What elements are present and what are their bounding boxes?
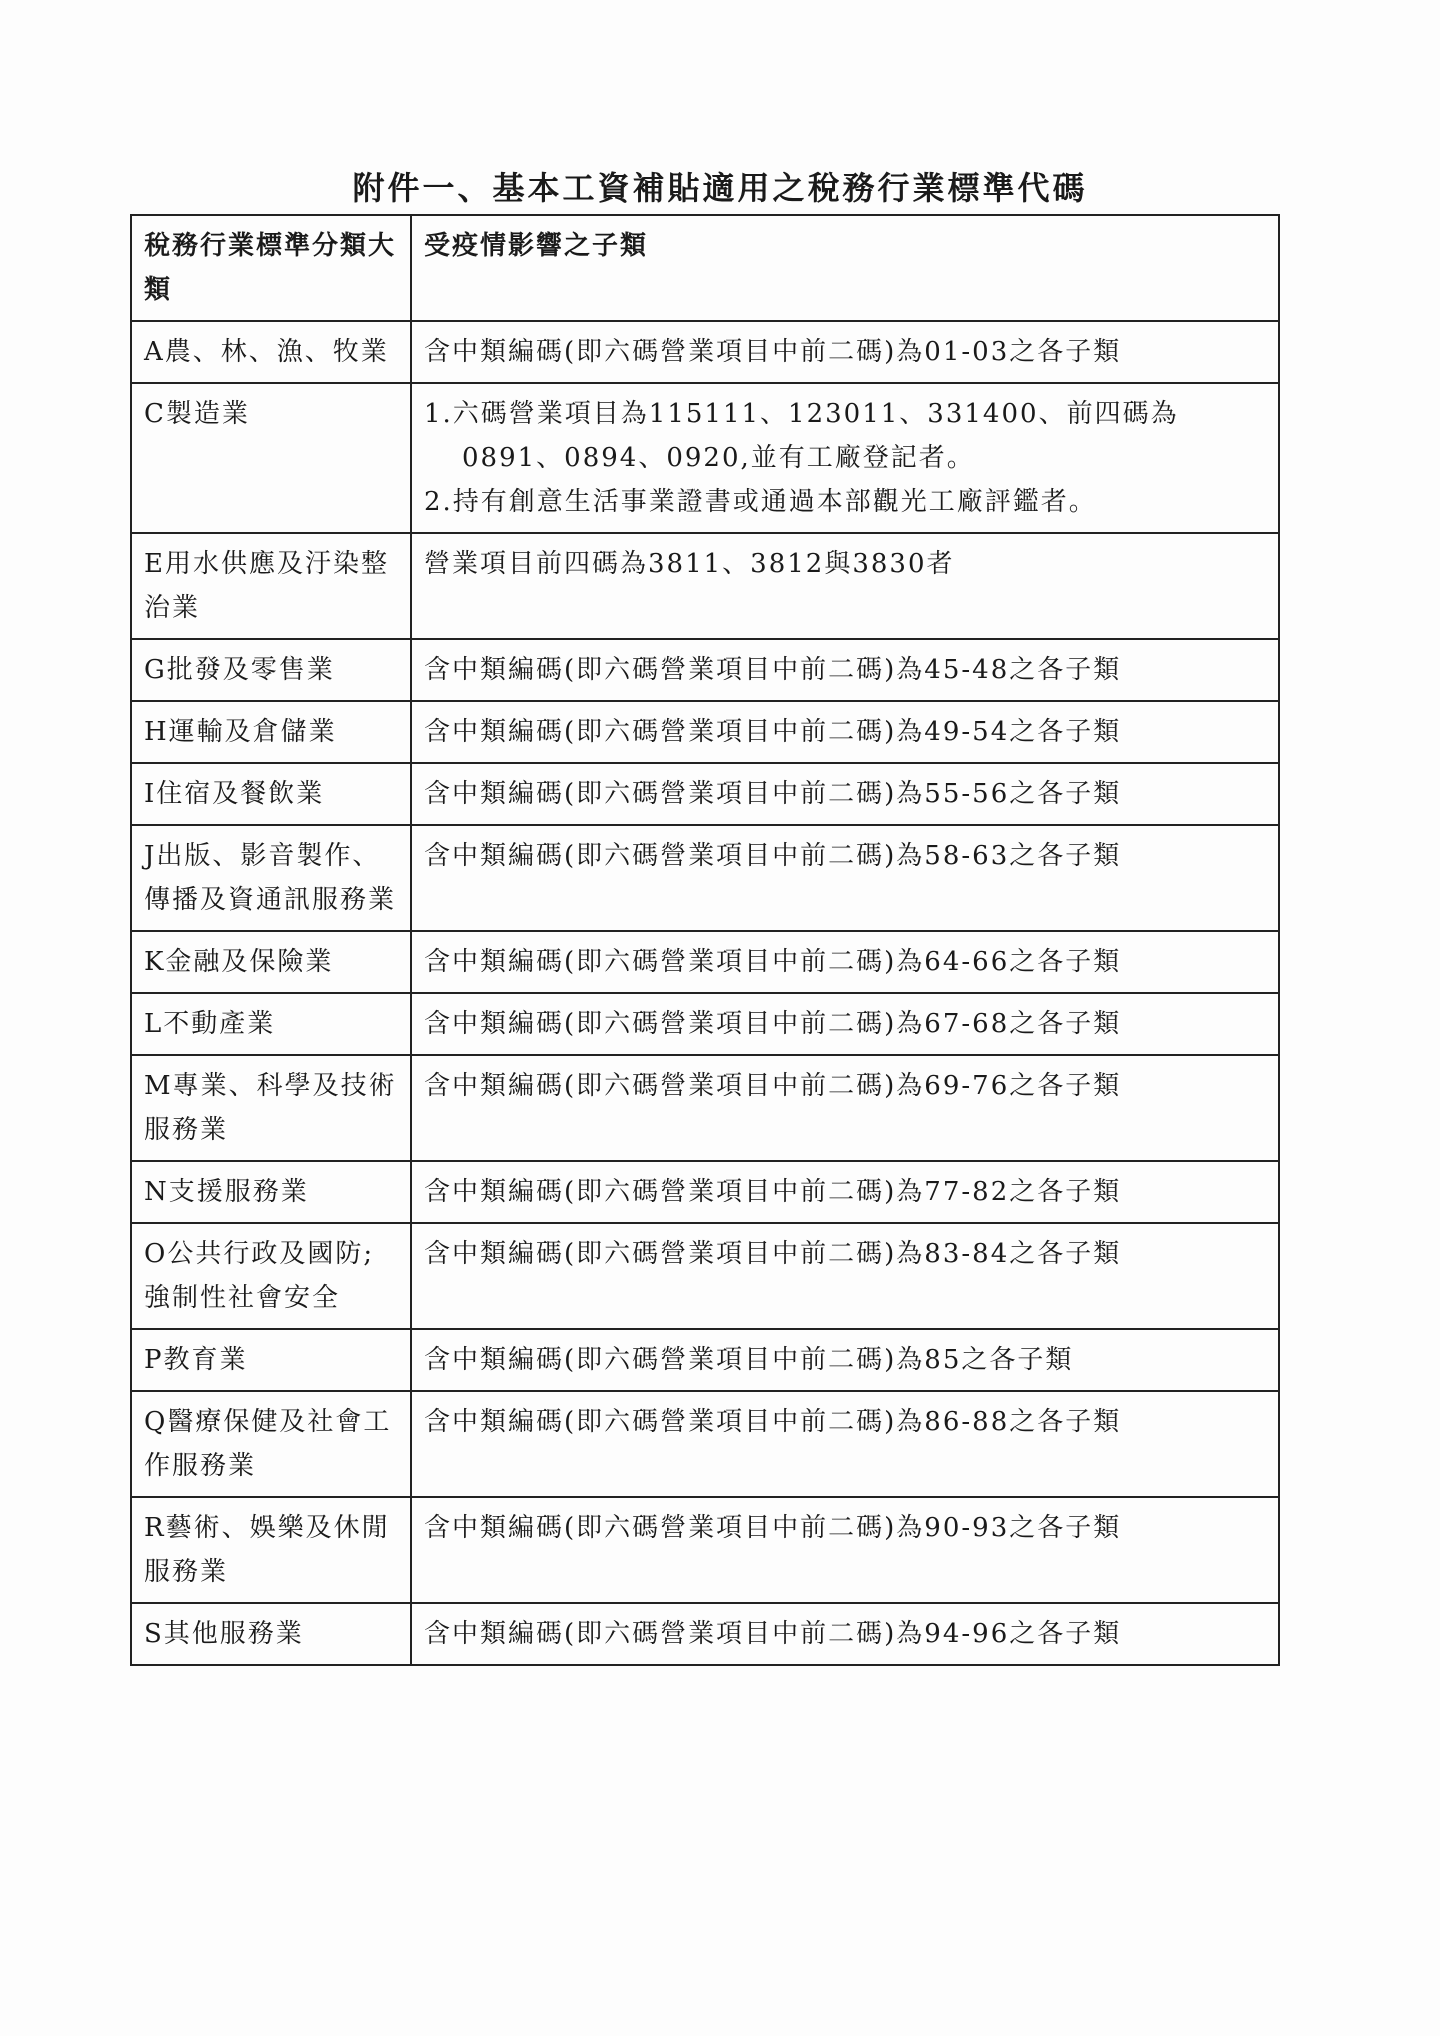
row-subcategory — [411, 321, 1279, 383]
row-subcategory — [411, 825, 1279, 931]
subcategory-line: 含中類編碼(即六碼營業項目中前二碼)為49-54之各子類 — [424, 717, 1122, 747]
table-header-row — [131, 215, 1279, 321]
row-subcategory — [411, 1055, 1279, 1161]
row-category: A農、林、漁、牧業 — [131, 321, 411, 383]
row-category: H運輸及倉儲業 — [131, 701, 411, 763]
table-row — [131, 321, 1279, 383]
row-subcategory — [411, 1223, 1279, 1329]
header-category: 稅務行業標準分類大類 — [131, 215, 411, 321]
subcategory-line: 含中類編碼(即六碼營業項目中前二碼)為94-96之各子類 — [424, 1619, 1122, 1649]
row-category: L不動產業 — [131, 993, 411, 1055]
row-category: P教育業 — [131, 1329, 411, 1391]
row-subcategory — [411, 701, 1279, 763]
subcategory-line: 含中類編碼(即六碼營業項目中前二碼)為45-48之各子類 — [424, 655, 1122, 685]
subcategory-line: 含中類編碼(即六碼營業項目中前二碼)為67-68之各子類 — [424, 1009, 1122, 1039]
row-subcategory — [411, 931, 1279, 993]
row-category: E用水供應及汙染整治業 — [131, 533, 411, 639]
row-subcategory — [411, 1329, 1279, 1391]
subcategory-line: 1.六碼營業項目為115111、123011、331400、前四碼為 — [424, 399, 1179, 429]
row-category: O公共行政及國防;強制性社會安全 — [131, 1223, 411, 1329]
table-row — [131, 1603, 1279, 1665]
table-row — [131, 1223, 1279, 1329]
table-row — [131, 1497, 1279, 1603]
row-category: N支援服務業 — [131, 1161, 411, 1223]
row-category: G批發及零售業 — [131, 639, 411, 701]
row-category: J出版、影音製作、傳播及資通訊服務業 — [131, 825, 411, 931]
subcategory-line: 含中類編碼(即六碼營業項目中前二碼)為69-76之各子類 — [424, 1071, 1122, 1101]
table-row — [131, 639, 1279, 701]
row-subcategory — [411, 1497, 1279, 1603]
subcategory-line: 含中類編碼(即六碼營業項目中前二碼)為01-03之各子類 — [424, 337, 1122, 367]
subcategory-line: 2.持有創意生活事業證書或通過本部觀光工廠評鑑者。 — [424, 487, 1097, 517]
header-subcategory: 受疫情影響之子類 — [411, 215, 1279, 321]
subcategory-line: 含中類編碼(即六碼營業項目中前二碼)為58-63之各子類 — [424, 841, 1122, 871]
row-subcategory — [411, 639, 1279, 701]
subcategory-line: 營業項目前四碼為3811、3812與3830者 — [424, 549, 955, 579]
subcategory-line: 含中類編碼(即六碼營業項目中前二碼)為85之各子類 — [424, 1345, 1074, 1375]
industry-code-table — [130, 214, 1280, 1666]
row-category: M專業、科學及技術服務業 — [131, 1055, 411, 1161]
table-row — [131, 825, 1279, 931]
document-title: 附件一、基本工資補貼適用之稅務行業標準代碼 — [352, 169, 1088, 207]
table-row — [131, 383, 1279, 533]
row-category: I住宿及餐飲業 — [131, 763, 411, 825]
table-row — [131, 701, 1279, 763]
table-row — [131, 1161, 1279, 1223]
table-row — [131, 533, 1279, 639]
subcategory-line: 含中類編碼(即六碼營業項目中前二碼)為90-93之各子類 — [424, 1513, 1122, 1543]
table-row — [131, 763, 1279, 825]
row-subcategory — [411, 1161, 1279, 1223]
subcategory-line: 含中類編碼(即六碼營業項目中前二碼)為55-56之各子類 — [424, 779, 1122, 809]
row-category: C製造業 — [131, 383, 411, 533]
table-row — [131, 993, 1279, 1055]
row-subcategory — [411, 1391, 1279, 1497]
row-subcategory — [411, 763, 1279, 825]
row-subcategory — [411, 993, 1279, 1055]
subcategory-line: 含中類編碼(即六碼營業項目中前二碼)為64-66之各子類 — [424, 947, 1122, 977]
row-category: R藝術、娛樂及休閒服務業 — [131, 1497, 411, 1603]
subcategory-line: 0891、0894、0920,並有工廠登記者。 — [462, 443, 975, 473]
subcategory-line: 含中類編碼(即六碼營業項目中前二碼)為86-88之各子類 — [424, 1407, 1122, 1437]
row-category: Q醫療保健及社會工作服務業 — [131, 1391, 411, 1497]
table-row — [131, 1055, 1279, 1161]
subcategory-line: 含中類編碼(即六碼營業項目中前二碼)為77-82之各子類 — [424, 1177, 1122, 1207]
table-row — [131, 1329, 1279, 1391]
row-subcategory — [411, 533, 1279, 639]
subcategory-line: 含中類編碼(即六碼營業項目中前二碼)為83-84之各子類 — [424, 1239, 1122, 1269]
table-row — [131, 1391, 1279, 1497]
row-category: S其他服務業 — [131, 1603, 411, 1665]
row-category: K金融及保險業 — [131, 931, 411, 993]
table-row — [131, 931, 1279, 993]
row-subcategory — [411, 383, 1279, 533]
row-subcategory — [411, 1603, 1279, 1665]
